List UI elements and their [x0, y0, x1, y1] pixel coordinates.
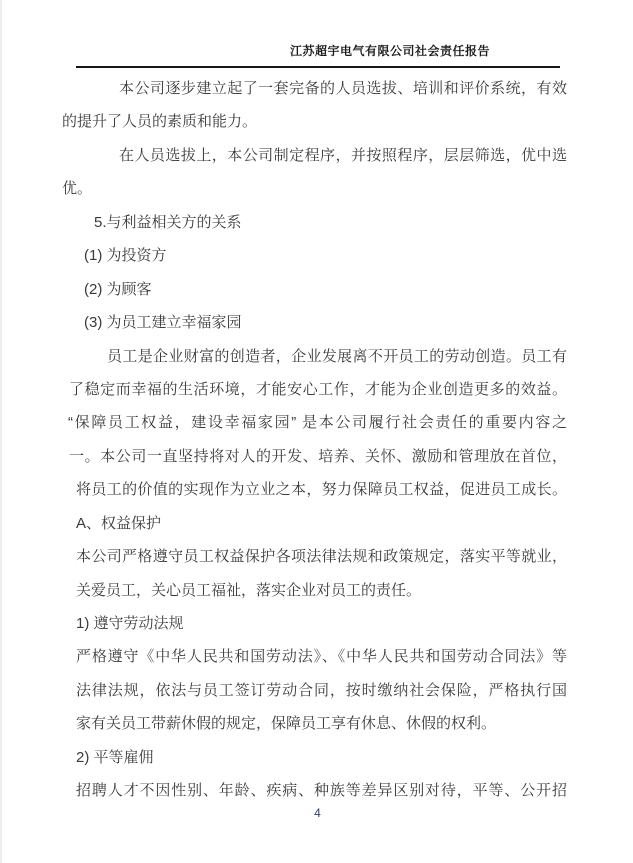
- body-line: 严格遵守《中华人民共和国劳动法》、《中华人民共和国劳动合同法》等: [76, 648, 567, 666]
- body-line: (2) 为顾客: [84, 280, 152, 298]
- document-body: [62, 72, 567, 808]
- body-line: 本公司逐步建立起了一套完备的人员选拔、培训和评价系统，有效: [119, 80, 567, 97]
- body-line: 1) 遵守劳动法规: [76, 615, 184, 632]
- body-line: 5.与利益相关方的关系: [94, 213, 242, 231]
- page-number: 4: [314, 806, 321, 820]
- body-line: 本公司严格遵守员工权益保护各项法律法规和政策规定，落实平等就业，: [76, 548, 567, 566]
- body-line: (1) 为投资方: [84, 247, 167, 265]
- body-line: “保障员工权益，建设幸福家园” 是本公司履行社会责任的重要内容之: [68, 414, 567, 432]
- body-line: 一。本公司一直坚持将对人的开发、培养、关怀、激励和管理放在首位，: [69, 447, 567, 465]
- body-line: 法律法规，依法与员工签订劳动合同，按时缴纳社会保险，严格执行国: [76, 681, 567, 699]
- body-line: 招聘人才不因性别、年龄、疾病、种族等差异区别对待，平等、公开招: [76, 782, 567, 800]
- body-line: A、权益保护: [76, 514, 162, 532]
- body-line: 关爱员工，关心员工福祉，落实企业对员工的责任。: [76, 581, 422, 599]
- body-line: 2) 平等雇佣: [76, 748, 154, 766]
- body-line: 了稳定而幸福的生活环境，才能安心工作，才能为企业创造更多的效益。: [69, 380, 567, 398]
- body-line: 优。: [62, 180, 93, 198]
- body-line: 家有关员工带薪休假的规定，保障员工享有休息、休假的权利。: [76, 715, 497, 733]
- body-line: 在人员选拔上，本公司制定程序，并按照程序，层层筛选，优中选: [119, 146, 567, 164]
- body-line: (3) 为员工建立幸福家园: [84, 314, 242, 332]
- body-line: 员工是企业财富的创造者，企业发展离不开员工的劳动创造。员工有: [107, 347, 567, 365]
- body-line: 将员工的价值的实现作为立业之本，努力保障员工权益，促进员工成长。: [76, 481, 567, 499]
- page-header-title: 江苏超宇电气有限公司社会责任报告: [289, 44, 490, 58]
- body-line: 的提升了人员的素质和能力。: [62, 113, 258, 131]
- header-divider-rule: [76, 66, 560, 68]
